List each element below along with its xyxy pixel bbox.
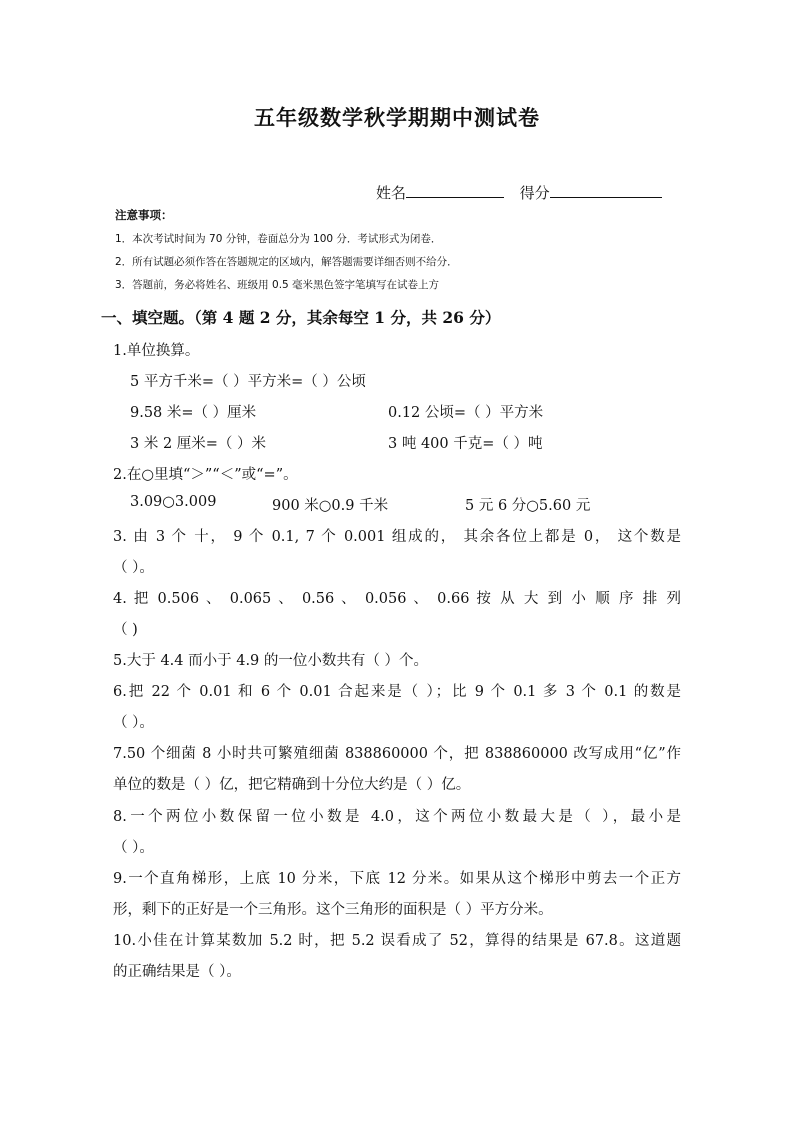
question-1-row: 3 米 2 厘米=（ ）米 — [130, 436, 267, 452]
question-4-answer: （ ) — [113, 622, 138, 638]
section-heading: 一、填空题。（第 4 题 2 分，其余每空 1 分，共 26 分） — [101, 308, 501, 327]
name-blank[interactable] — [406, 183, 504, 198]
note-item: 2．所有试题必须作答在答题规定的区域内，解答题需要详细否则不给分． — [115, 256, 458, 268]
question-10-answer: 的正确结果是（ ）。 — [113, 964, 241, 980]
name-label: 姓名 — [376, 184, 407, 202]
question-2-item: 3.09○3.009 — [130, 494, 217, 510]
notes-heading: 注意事项： — [115, 208, 173, 222]
question-5: 5.大于 4.4 而小于 4.9 的一位小数共有（ ）个。 — [113, 653, 428, 669]
question-9-line: 形，剩下的正好是一个三角形。这个三角形的面积是（ ）平方分米。 — [113, 902, 553, 918]
question-10-line: 10.小佳在计算某数加 5.2 时，把 5.2 误看成了 52，算得的结果是 67.8。这道题 — [113, 933, 681, 949]
question-1-row: 3 吨 400 千克=（ ）吨 — [388, 436, 543, 452]
question-1-row: 0.12 公顷=（ ）平方米 — [388, 405, 544, 421]
question-2-item: 900 米○0.9 千米 — [272, 498, 389, 514]
question-2-stem: 2.在○里填“＞”“＜”或“=”。 — [113, 467, 298, 483]
score-label: 得分 — [519, 184, 550, 202]
question-7-line: 单位的数是（ ）亿，把它精确到十分位大约是（ ）亿。 — [113, 777, 471, 793]
question-1-stem: 1.单位换算。 — [113, 343, 200, 359]
name-score-bar — [376, 182, 662, 203]
question-6-answer: （ ）。 — [113, 715, 154, 731]
score-blank[interactable] — [550, 183, 662, 198]
question-3-answer: （ ）。 — [113, 560, 154, 576]
question-1-row: 5 平方千米=（ ）平方米=（ ）公顷 — [130, 374, 366, 390]
note-item: 1．本次考试时间为 70 分钟，卷面总分为 100 分．考试形式为闭卷． — [115, 233, 442, 245]
question-3-line: 3. 由 3 个 十， 9 个 0.1, 7 个 0.001 组成的， 其余各位上都是 0， 这个数是 — [113, 529, 681, 545]
question-7-line: 7.50 个细菌 8 小时共可繁殖细菌 838860000 个，把 838860000 改写成用“亿”作 — [113, 746, 681, 762]
question-6-line: 6.把 22 个 0.01 和 6 个 0.01 合起来是（ ）；比 9 个 0.1 多 3 个 0.1 的数是 — [113, 684, 681, 700]
question-8-answer: （ ）。 — [113, 840, 154, 856]
question-9-line: 9.一个直角梯形，上底 10 分米，下底 12 分米。如果从这个梯形中剪去一个正方 — [113, 871, 681, 887]
question-4-line: 4. 把 0.506 、 0.065 、 0.56 、 0.056 、 0.66 按 从 大 到 小 顺 序 排 列 — [113, 591, 681, 607]
exam-title: 五年级数学秋学期期中测试卷 — [254, 105, 540, 130]
note-item: 3．答题前，务必将姓名、班级用 0.5 毫米黑色签字笔填写在试卷上方 — [115, 279, 440, 291]
question-2-item: 5 元 6 分○5.60 元 — [465, 498, 591, 514]
question-1-row: 9.58 米=（ ）厘米 — [130, 405, 257, 421]
question-8-line: 8.一个两位小数保留一位小数是 4.0，这个两位小数最大是（ ），最小是 — [113, 809, 681, 825]
